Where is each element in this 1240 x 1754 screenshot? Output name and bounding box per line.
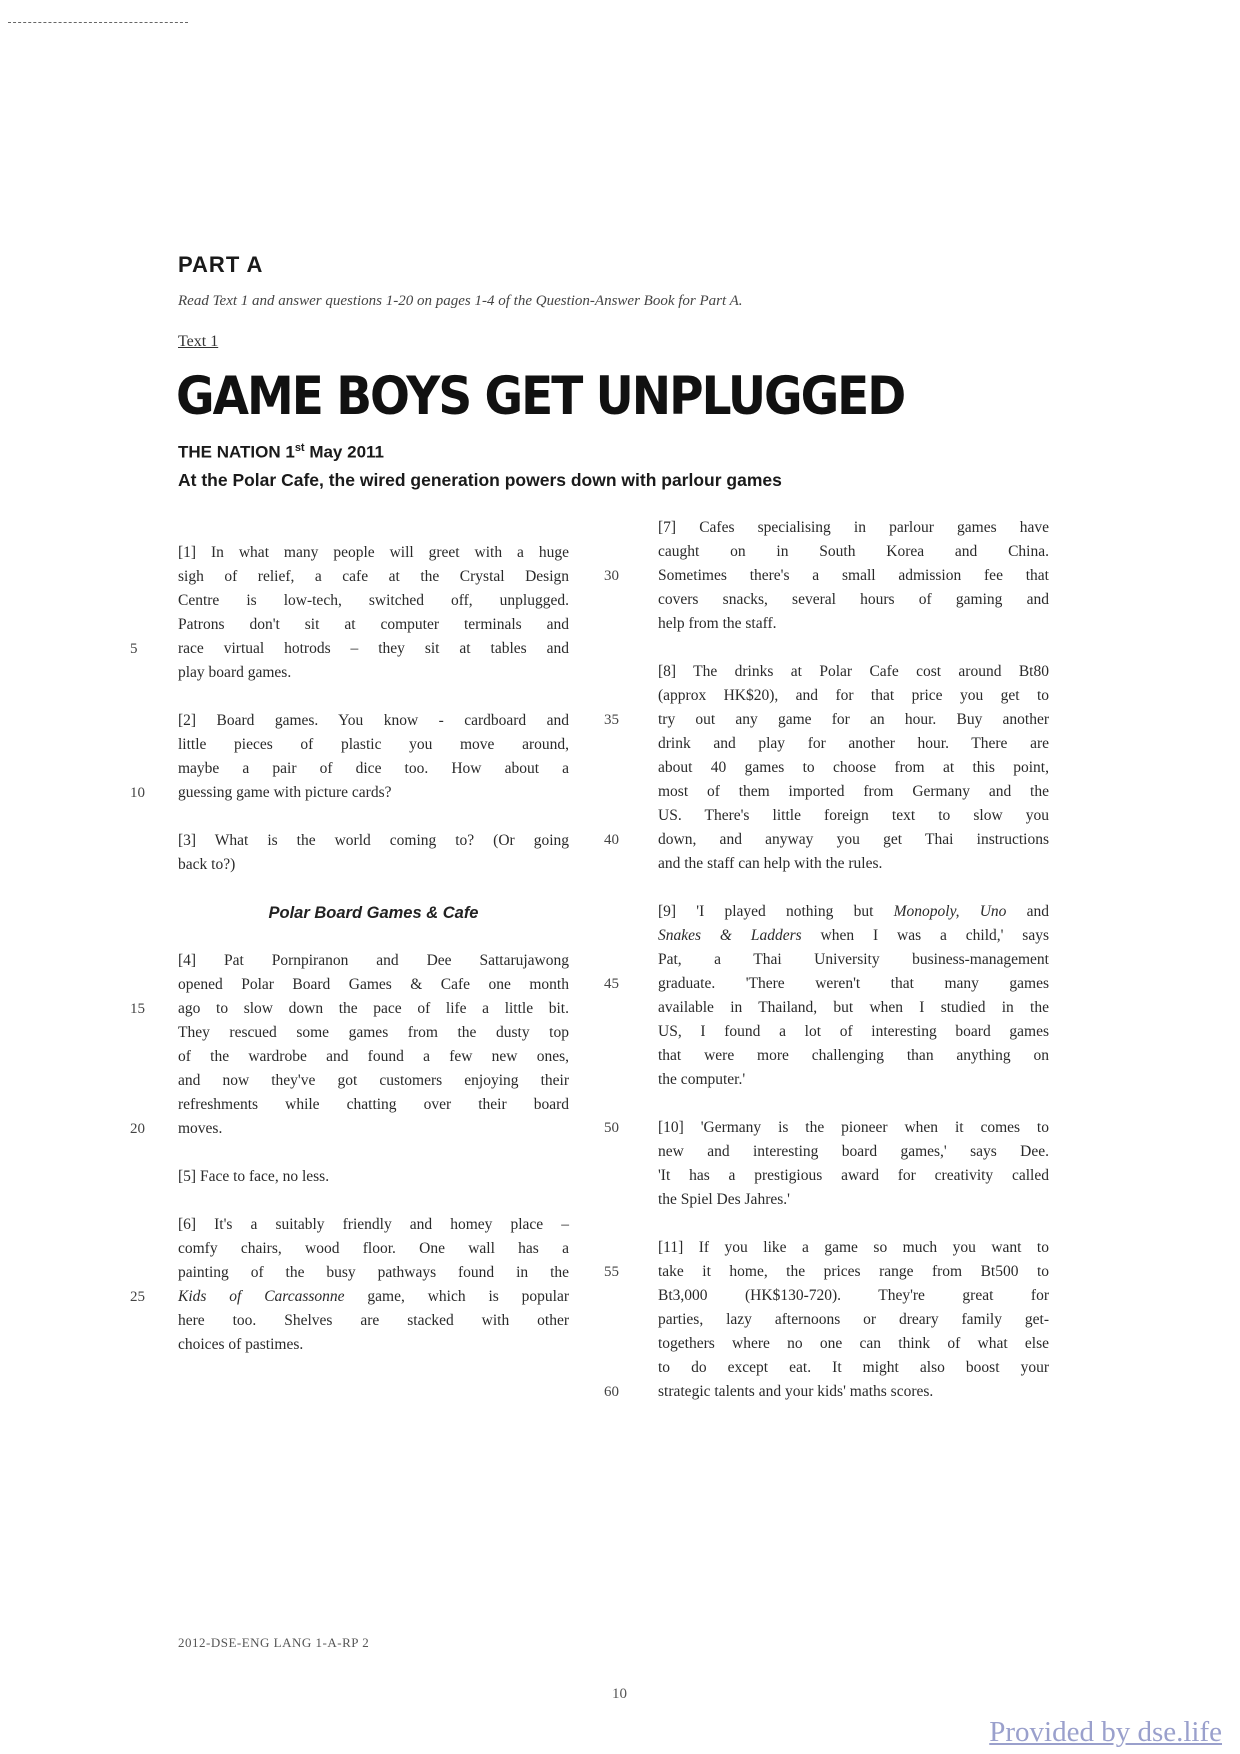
text-line	[658, 588, 1049, 612]
line-number: 55	[604, 1264, 619, 1280]
text-line	[178, 949, 569, 973]
text-line	[178, 1237, 569, 1261]
text-line	[604, 1116, 1049, 1140]
line-text: US. There's little foreign text to slow you	[658, 807, 1049, 824]
game-title: Snakes & Ladders	[658, 927, 802, 944]
line-text: Patrons don't sit at computer terminals and	[178, 616, 569, 633]
line-text: refreshments while chatting over their board	[178, 1096, 569, 1113]
text-line	[178, 1213, 569, 1237]
text-line	[604, 564, 1049, 588]
text-line	[178, 589, 569, 613]
text-line	[658, 1332, 1049, 1356]
text-line	[604, 828, 1049, 852]
line-text: and now they've got customers enjoying their	[178, 1072, 569, 1089]
line-text: [11] If you like a game so much you want to	[658, 1239, 1049, 1256]
line-number: 15	[130, 1001, 145, 1017]
line-text: play board games.	[178, 664, 292, 681]
text-line	[658, 1284, 1049, 1308]
line-text: game, which is popular	[344, 1288, 569, 1305]
article-paragraph	[604, 660, 1049, 876]
text-line	[178, 613, 569, 637]
line-text: [6] It's a suitably friendly and homey place –	[178, 1216, 569, 1233]
game-title: Monopoly, Uno	[893, 903, 1007, 920]
text-line	[178, 1261, 569, 1285]
line-text: most of them imported from Germany and the	[658, 783, 1049, 800]
text-line	[130, 1117, 569, 1141]
line-text: little pieces of plastic you move around,	[178, 736, 569, 753]
page-number: 10	[612, 1686, 627, 1702]
text-line	[658, 948, 1049, 972]
line-text: covers snacks, several hours of gaming and	[658, 591, 1049, 608]
text-line	[178, 1093, 569, 1117]
text-line	[658, 516, 1049, 540]
text-line	[658, 660, 1049, 684]
text-line	[658, 900, 1049, 924]
line-text: caught on in South Korea and China.	[658, 543, 1049, 560]
text-line	[130, 1285, 569, 1309]
line-text: maybe a pair of dice too. How about a	[178, 760, 569, 777]
line-text: about 40 games to choose from at this point,	[658, 759, 1049, 776]
line-text: strategic talents and your kids' maths scores.	[658, 1383, 934, 1400]
line-text: choices of pastimes.	[178, 1336, 304, 1353]
line-number: 25	[130, 1289, 145, 1305]
line-text: They rescued some games from the dusty top	[178, 1024, 569, 1041]
text-line	[178, 1333, 569, 1357]
article-paragraph	[130, 541, 569, 685]
exam-code: 2012-DSE-ENG LANG 1-A-RP 2	[178, 1635, 370, 1650]
article-paragraph	[130, 1213, 569, 1357]
line-text: [5] Face to face, no less.	[178, 1168, 330, 1185]
text-line	[178, 1069, 569, 1093]
scan-rule	[8, 22, 188, 23]
text-line	[658, 612, 1049, 636]
article-paragraph	[604, 1116, 1049, 1212]
text-line	[178, 757, 569, 781]
line-text: (approx HK$20), and for that price you get to	[658, 687, 1049, 704]
line-text: moves.	[178, 1120, 223, 1137]
line-text: that were more challenging than anything on	[658, 1047, 1049, 1064]
text-line	[658, 924, 1049, 948]
line-text: Pat, a Thai University business-management	[658, 951, 1049, 968]
section-subhead: Polar Board Games & Cafe	[268, 904, 479, 922]
text-line	[178, 565, 569, 589]
line-text: ago to slow down the pace of life a little bit.	[178, 1000, 569, 1017]
line-text: US, I found a lot of interesting board games	[658, 1023, 1049, 1040]
source-sup: st	[294, 442, 305, 454]
text-line	[178, 541, 569, 565]
line-text: Sometimes there's a small admission fee that	[658, 567, 1049, 584]
line-number: 30	[604, 568, 619, 584]
text-line	[604, 1260, 1049, 1284]
text-line	[658, 1020, 1049, 1044]
line-number: 20	[130, 1121, 145, 1137]
line-text: guessing game with picture cards?	[178, 784, 392, 801]
source-suffix: May 2011	[304, 442, 384, 462]
text-line	[130, 637, 569, 661]
provided-by-link[interactable]: Provided by dse.life	[989, 1716, 1222, 1748]
text-line	[658, 1068, 1049, 1092]
line-number: 45	[604, 976, 619, 992]
text-line	[604, 1380, 1049, 1404]
right-column	[604, 516, 1049, 1428]
article-paragraph	[178, 829, 569, 877]
text-line	[604, 708, 1049, 732]
line-number: 10	[130, 785, 145, 801]
text-line	[658, 684, 1049, 708]
article-paragraph	[604, 516, 1049, 636]
line-text: new and interesting board games,' says Dee.	[658, 1143, 1049, 1160]
line-text: and	[1006, 903, 1049, 920]
line-text: back to?)	[178, 856, 236, 873]
line-text: [7] Cafes specialising in parlour games have	[658, 519, 1049, 536]
line-text: of the wardrobe and found a few new ones,	[178, 1048, 569, 1065]
text-line	[658, 732, 1049, 756]
text-line	[658, 1308, 1049, 1332]
text-line	[178, 829, 569, 853]
line-text: togethers where no one can think of what else	[658, 1335, 1049, 1352]
line-text: comfy chairs, wood floor. One wall has a	[178, 1240, 569, 1257]
text-label: Text 1	[178, 333, 219, 350]
line-text: [10] 'Germany is the pioneer when it comes to	[658, 1119, 1049, 1136]
part-heading: PART A	[178, 252, 264, 277]
line-text: opened Polar Board Games & Cafe one month	[178, 976, 569, 993]
line-text: try out any game for an hour. Buy another	[658, 711, 1049, 728]
line-text: take it home, the prices range from Bt500 to	[658, 1263, 1049, 1280]
line-text: the computer.'	[658, 1071, 746, 1088]
text-line	[178, 1309, 569, 1333]
line-text: here too. Shelves are stacked with other	[178, 1312, 569, 1329]
line-text: 'It has a prestigious award for creativity called	[658, 1167, 1049, 1184]
text-line	[178, 1165, 569, 1189]
text-line	[658, 756, 1049, 780]
text-line	[178, 973, 569, 997]
text-line	[658, 852, 1049, 876]
text-line	[658, 540, 1049, 564]
line-text: Bt3,000 (HK$130-720). They're great for	[658, 1287, 1049, 1304]
line-text: [1] In what many people will greet with a huge	[178, 544, 569, 561]
line-text: available in Thailand, but when I studied in the	[658, 999, 1049, 1016]
article-paragraph	[604, 900, 1049, 1092]
line-text: to do except eat. It might also boost your	[658, 1359, 1049, 1376]
line-number: 5	[130, 641, 138, 657]
line-text: graduate. 'There weren't that many games	[658, 975, 1049, 992]
line-text: sigh of relief, a cafe at the Crystal Design	[178, 568, 569, 585]
line-text: the Spiel Des Jahres.'	[658, 1191, 790, 1208]
article-paragraph	[130, 949, 569, 1141]
text-line	[178, 1021, 569, 1045]
article-paragraph	[130, 709, 569, 805]
article-title: GAME BOYS GET UNPLUGGED	[176, 366, 905, 428]
text-line	[604, 972, 1049, 996]
line-text: [9] 'I played nothing but	[658, 903, 894, 920]
line-text: [3] What is the world coming to? (Or going	[178, 832, 569, 849]
line-text: help from the staff.	[658, 615, 777, 632]
line-text: and the staff can help with the rules.	[658, 855, 883, 872]
line-text: down, and anyway you get Thai instructions	[658, 831, 1049, 848]
text-line	[658, 804, 1049, 828]
article-paragraph	[178, 1165, 569, 1189]
line-text: Centre is low-tech, switched off, unplugged.	[178, 592, 569, 609]
article-subtitle: At the Polar Cafe, the wired generation powers down with parlour games	[178, 470, 782, 490]
line-text: drink and play for another hour. There are	[658, 735, 1049, 752]
text-line	[658, 1188, 1049, 1212]
text-line	[658, 1164, 1049, 1188]
line-text: race virtual hotrods – they sit at tables and	[178, 640, 569, 657]
text-line	[658, 1356, 1049, 1380]
source-prefix: THE NATION 1	[178, 442, 295, 462]
line-number: 40	[604, 832, 619, 848]
line-text: parties, lazy afternoons or dreary family get-	[658, 1311, 1049, 1328]
text-line	[178, 709, 569, 733]
instruction-text: Read Text 1 and answer questions 1-20 on pages 1-4 of the Question-Answer Book for Part A.	[178, 293, 743, 309]
text-line	[178, 661, 569, 685]
line-number: 35	[604, 712, 619, 728]
left-column	[130, 541, 569, 1381]
text-line	[658, 1140, 1049, 1164]
article-source	[178, 442, 384, 463]
text-line	[658, 1044, 1049, 1068]
text-line	[130, 997, 569, 1021]
text-line	[130, 781, 569, 805]
article-paragraph	[604, 1236, 1049, 1404]
game-title: Kids of Carcassonne	[178, 1288, 345, 1305]
line-text: [2] Board games. You know - cardboard and	[178, 712, 569, 729]
text-line	[658, 1236, 1049, 1260]
text-line	[658, 780, 1049, 804]
text-line	[178, 733, 569, 757]
text-line	[658, 996, 1049, 1020]
text-line	[178, 853, 569, 877]
line-text: [4] Pat Pornpiranon and Dee Sattarujawong	[178, 952, 569, 969]
line-number: 60	[604, 1384, 619, 1400]
line-text: painting of the busy pathways found in the	[178, 1264, 569, 1281]
line-text: when I was a child,' says	[801, 927, 1049, 944]
line-number: 50	[604, 1120, 619, 1136]
text-line	[178, 1045, 569, 1069]
line-text: [8] The drinks at Polar Cafe cost around Bt80	[658, 663, 1049, 680]
